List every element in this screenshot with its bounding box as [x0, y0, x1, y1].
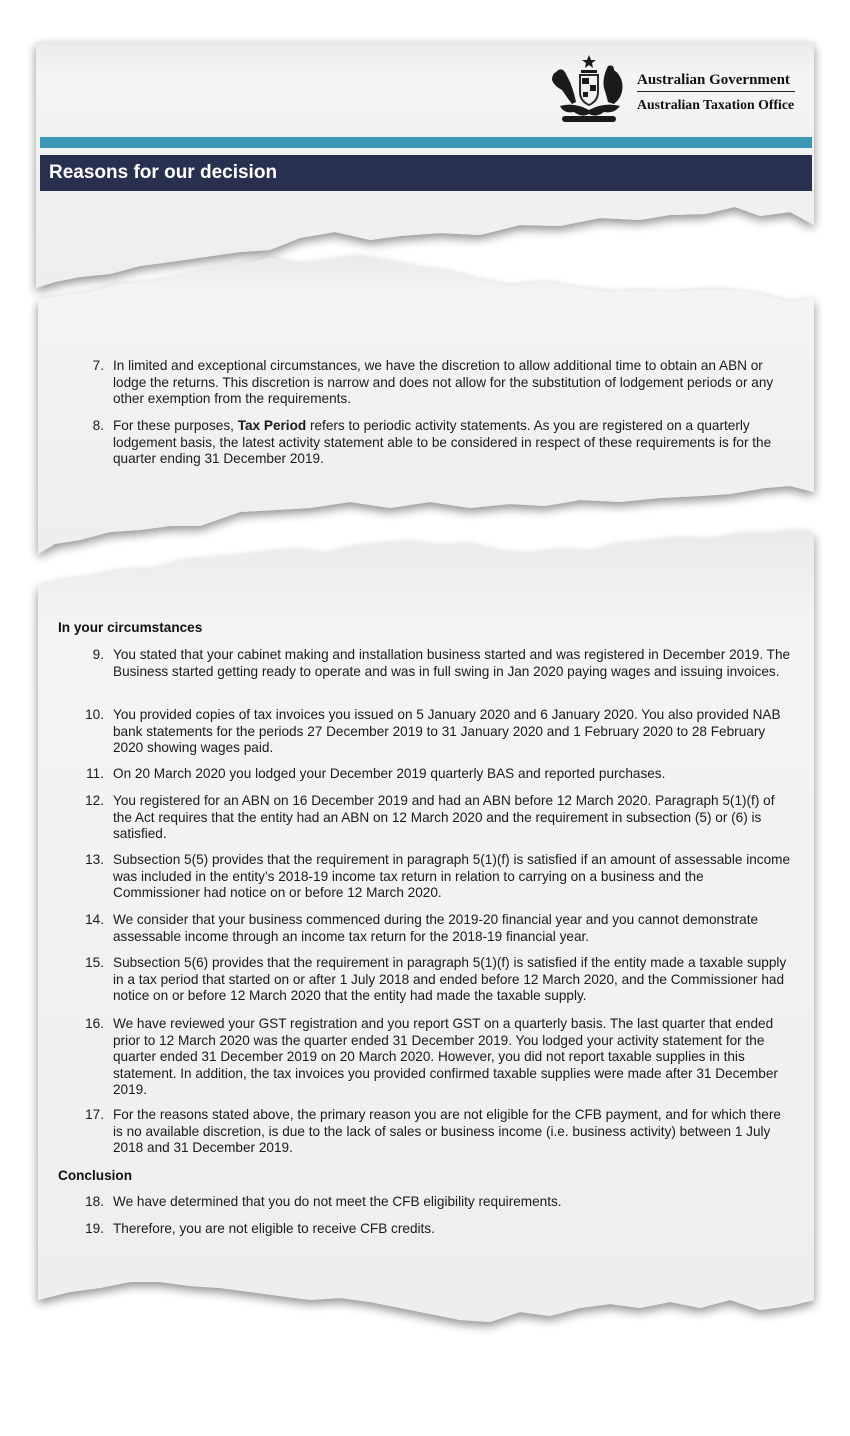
item-text: For these purposes, Tax Period refers to periodic activity statements. As you are registered on a quarterly lodgement basis, the latest activity statement able to be considered in respect of these requirements is for the quarter ending 31 December 2019.	[113, 418, 772, 467]
tax-period-term: Tax Period	[237, 418, 307, 433]
item-text: We have determined that you do not meet the CFB eligibility requirements.	[113, 1194, 562, 1209]
item-text: We consider that your business commenced during the 2019-20 financial year and you cannot demonstrate assessable income through an income tax return for the 2018-19 financial year.	[113, 912, 759, 944]
item-text: On 20 March 2020 you lodged your December 2019 quarterly BAS and reported purchases.	[113, 766, 666, 781]
coat-of-arms-icon	[548, 52, 630, 126]
item-text: You stated that your cabinet making and installation business started and was registered in December 2019. The Business started getting ready to operate and was in full swing in Jan 2020 paying wages and issuing invoices.	[113, 647, 791, 679]
item-number: 11.	[86, 766, 104, 781]
item-number: 18.	[85, 1194, 104, 1209]
item-number: 9.	[92, 647, 104, 662]
item-number: 17.	[85, 1107, 104, 1122]
item-text: You provided copies of tax invoices you issued on 5 January 2020 and 6 January 2020. You also provided NAB bank statements for the periods 27 December 2019 to 31 January 2020 and 1 February 2020 to 28 February 2020 showing wages paid.	[113, 707, 781, 756]
item-text: For the reasons stated above, the primary reason you are not eligible for the CFB payment, and for which there is no available discretion, is due to the lack of sales or business income (i.e. business activity) between 1 July 2018 and 31 December 2019.	[113, 1107, 781, 1156]
heading-conclusion: Conclusion	[58, 1168, 133, 1183]
section-title: Reasons for our decision	[40, 155, 812, 191]
item-number: 8.	[92, 418, 104, 433]
item-text: Therefore, you are not eligible to receive CFB credits.	[113, 1221, 435, 1236]
item-number: 7.	[92, 358, 104, 373]
item-text: Subsection 5(5) provides that the requirement in paragraph 5(1)(f) is satisfied if an amount of assessable income was included in the entity’s 2018-19 income tax return in relation to carrying on a business and the Commissioner had notice on or before 12 March 2020.	[113, 852, 791, 901]
item-number: 12.	[85, 793, 104, 808]
teal-accent-bar	[40, 137, 812, 148]
item-number: 19.	[85, 1221, 104, 1236]
item-number: 15.	[85, 955, 104, 970]
item-text: Subsection 5(6) provides that the requirement in paragraph 5(1)(f) is satisfied if the entity made a taxable supply in a tax period that started on or after 1 July 2018 and ended before 12 March 2020, and the Commissioner had notice on or before 12 March 2020 that the entity had made the taxable supply.	[113, 955, 787, 1004]
government-name: Australian Government	[637, 72, 795, 92]
item-number: 16.	[85, 1016, 104, 1031]
agency-name: Australian Taxation Office	[637, 97, 795, 112]
ato-logo	[548, 50, 798, 130]
paper-piece-excerpt-2	[0, 530, 850, 1350]
item-number: 13.	[85, 852, 104, 867]
item-text: You registered for an ABN on 16 December 2019 and had an ABN before 12 March 2020. Paragraph 5(1)(f) of the Act requires that the entity had an ABN on 12 March 2020 and the requirement in subsection (5) or (6) is satisfied.	[113, 793, 775, 842]
item-text: We have reviewed your GST registration and you report GST on a quarterly basis. The last quarter that ended prior to 12 March 2020 was the quarter ended 31 December 2019. You lodged your activity statement for the quarter ended 31 December 2019 on 20 March 2020. However, you did not report taxable supplies in this statement. In addition, the tax invoices you provided confirmed taxable supplies were made after 31 December 2019.	[113, 1016, 778, 1098]
item-number: 14.	[85, 912, 104, 927]
item-text: In limited and exceptional circumstances, we have the discretion to allow additional time to obtain an ABN or lodge the returns. This discretion is narrow and does not allow for the substitution of lodgement periods or any other exemption from the requirements.	[113, 358, 774, 407]
item-number: 10.	[85, 707, 104, 722]
heading-in-your-circumstances: In your circumstances	[58, 620, 203, 635]
